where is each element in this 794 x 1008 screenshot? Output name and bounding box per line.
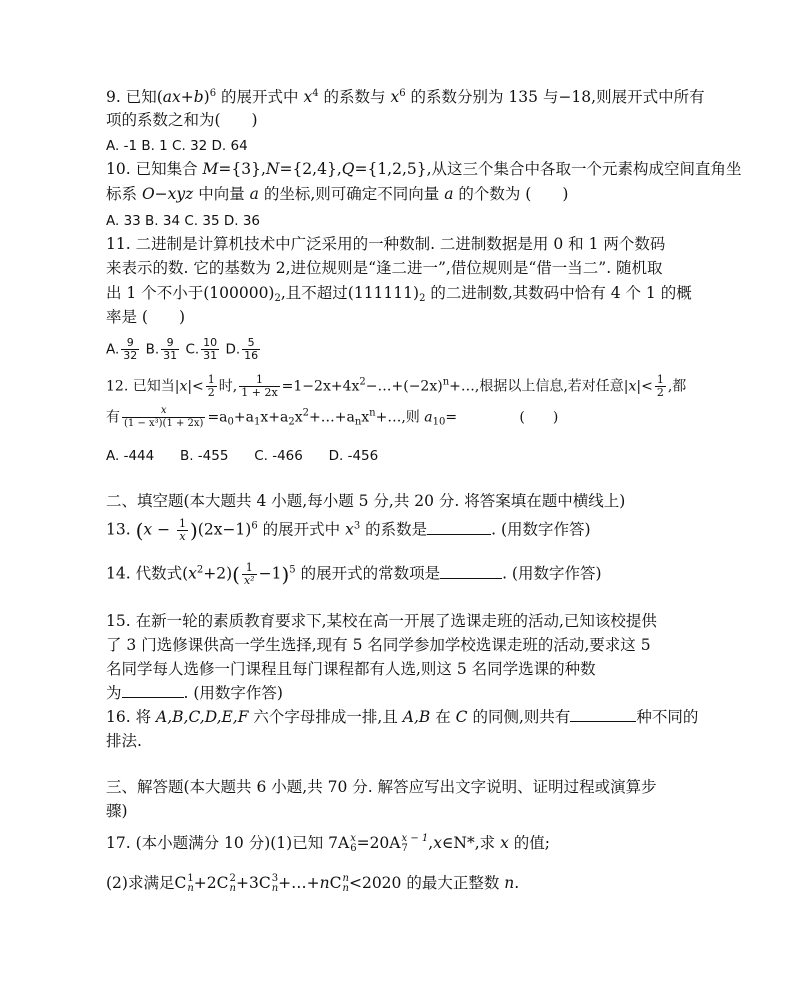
- text: A,B,C,D,E,F: [156, 708, 249, 726]
- subscript: n: [187, 883, 194, 894]
- text: 3: [353, 520, 361, 532]
- text: 种不同的: [636, 708, 699, 726]
- text: n: [369, 407, 376, 419]
- text: C: [174, 874, 187, 892]
- text: 标系: [106, 185, 142, 203]
- text: 的同侧,则共有: [467, 708, 571, 726]
- denominator: (1 − x³)(1 + 2x): [124, 418, 204, 429]
- numerator: 9: [126, 336, 134, 349]
- q15-line4: [106, 682, 706, 704]
- text: +…+a: [309, 409, 355, 426]
- text: 的系数是: [360, 520, 428, 539]
- text: (2)求满足: [106, 874, 175, 892]
- text: n: [354, 416, 362, 428]
- text: 2: [288, 416, 295, 428]
- text: O−xyz: [141, 185, 194, 203]
- fraction: [177, 518, 188, 543]
- fraction-half-2: [655, 374, 666, 399]
- denominator: x: [177, 530, 188, 543]
- q12-line2: [106, 405, 706, 437]
- answer-blank[interactable]: [570, 707, 636, 722]
- text: 16. 将: [106, 708, 157, 726]
- text: 9. 已知(: [106, 88, 163, 106]
- right-paren: ): [189, 518, 198, 543]
- subscript: n: [342, 883, 349, 894]
- text: x: [500, 834, 509, 852]
- text: a: [249, 185, 259, 203]
- text: 2: [302, 407, 309, 419]
- fraction-lhs: [122, 405, 205, 430]
- text: 为: [106, 684, 122, 702]
- text: = ( ): [445, 409, 559, 426]
- subscript: 6: [350, 843, 357, 854]
- text: ={1,2,5},从这三个集合中各取一个元素构成空间直角坐: [354, 160, 742, 178]
- text: 出 1 个不小于(100000): [106, 284, 275, 302]
- q9-options: A. -1 B. 1 C. 32 D. 64: [106, 138, 248, 154]
- text: 在: [430, 708, 456, 726]
- fraction: [242, 562, 257, 587]
- text: =1−2x+4x: [281, 378, 360, 395]
- subscript: n: [229, 883, 236, 894]
- text: x: [433, 834, 442, 852]
- option-a-fraction: [121, 337, 139, 362]
- text: C: [455, 708, 468, 726]
- text: 13.: [106, 520, 136, 539]
- text: x: [188, 564, 197, 583]
- text: ax+b: [162, 88, 204, 106]
- text: 六个字母排成一排,且: [248, 708, 403, 726]
- text: ={2,4},: [279, 160, 342, 178]
- text: x+a: [260, 409, 289, 426]
- text: ,: [428, 834, 434, 852]
- text: 的展开式的常数项是: [295, 564, 441, 583]
- q11-line1: 11. 二进制是计算机技术中广泛采用的一种数制. 二进制数据是用 0 和 1 两个数码: [106, 235, 666, 253]
- fraction-half: [206, 374, 217, 399]
- q12-options: A. -444 B. -455 C. -466 D. -456: [106, 448, 379, 464]
- numerator: 1: [255, 373, 263, 386]
- superscript: 3: [271, 873, 279, 884]
- superscript: n: [342, 873, 349, 884]
- text: 12. 已知当|: [106, 378, 180, 395]
- text: M: [202, 160, 219, 178]
- option-a-label: A.: [106, 341, 120, 358]
- text: C: [258, 874, 271, 892]
- text: 的坐标,则可确定不同向量: [258, 185, 445, 203]
- denominator: 2: [656, 386, 664, 399]
- answer-blank[interactable]: [122, 683, 184, 698]
- text: 0: [227, 416, 234, 428]
- option-c-label: C.: [185, 341, 200, 358]
- section-2-heading: 二、填空题(本大题共 4 小题,每小题 5 分,共 20 分. 将答案填在题中横线上): [106, 492, 626, 510]
- text: x: [361, 409, 370, 426]
- text: 1: [253, 416, 261, 428]
- text: 中向量: [193, 185, 250, 203]
- text: −…+(−2x): [365, 378, 443, 395]
- text: ={3},: [218, 160, 266, 178]
- q13-line: [106, 518, 706, 548]
- text: −: [152, 520, 175, 539]
- text: 的个数为 ( ): [453, 185, 569, 203]
- text: +…,根据以上信息,若对任意|: [449, 378, 629, 395]
- text: A,B: [402, 708, 431, 726]
- text: 10. 已知集合: [106, 160, 203, 178]
- answer-blank[interactable]: [427, 520, 491, 535]
- numerator: 10: [203, 336, 218, 349]
- text: 4: [312, 88, 319, 99]
- superscript: x − 1: [401, 833, 429, 844]
- superscript: 1: [187, 873, 194, 884]
- section-3-heading-line1: 三、解答题(本大题共 6 小题,共 70 分. 解答应写出文字说明、证明过程或演算步: [106, 778, 657, 796]
- text: 6: [209, 88, 217, 99]
- q16-line1: [106, 706, 706, 728]
- text: 6: [251, 520, 258, 532]
- text: 10: [432, 416, 446, 428]
- text: ∈N*,求: [441, 834, 501, 852]
- text: Q: [341, 160, 355, 178]
- text: A: [389, 834, 401, 852]
- text: 2: [359, 376, 366, 388]
- left-paren: (: [135, 518, 144, 543]
- option-d-label: D.: [225, 341, 241, 358]
- text: 的值;: [508, 834, 550, 852]
- denominator: 31: [163, 349, 178, 362]
- arrangement-indices: [402, 834, 429, 854]
- text: x: [294, 409, 303, 426]
- text: +…,则: [375, 409, 425, 426]
- text: . (用数字作答): [502, 564, 602, 583]
- text: x: [390, 88, 400, 106]
- text: 的系数分别为 135 与−18,则展开式中所有: [405, 88, 705, 106]
- q11-options: [106, 337, 706, 367]
- option-b-fraction: [161, 337, 179, 362]
- denominator: 16: [244, 349, 259, 362]
- q15-line1: 15. 在新一轮的素质教育要求下,某校在高一开展了选课走班的活动,已知该校提供: [106, 612, 657, 630]
- text: 14. 代数式(: [106, 564, 189, 583]
- text: 2: [196, 564, 204, 576]
- text: x: [143, 520, 153, 539]
- text: N: [265, 160, 280, 178]
- numerator: 1: [245, 561, 253, 574]
- text: +2): [203, 564, 233, 583]
- denominator: 1 + 2x: [241, 386, 278, 399]
- text: 5: [289, 564, 296, 576]
- option-c-fraction: [201, 337, 219, 362]
- text: 的展开式中: [257, 520, 346, 539]
- text: ): [203, 88, 210, 106]
- text: (2x−1): [197, 520, 252, 539]
- q15-line2: 了 3 门选修课供高一学生选择,现有 5 名同学参加学校选课走班的活动,要求这 5: [106, 636, 651, 654]
- text: 2: [419, 293, 426, 304]
- text: |<: [636, 378, 653, 395]
- denominator: 32: [123, 349, 138, 362]
- text: +…+: [278, 874, 320, 892]
- numerator: 9: [166, 336, 174, 349]
- text: x: [345, 520, 354, 539]
- text: x: [628, 378, 637, 395]
- text: +2: [193, 874, 217, 892]
- text: n: [442, 376, 450, 388]
- q11-line2: 来表示的数. 它的基数为 2,进位规则是“逢二进一”,借位规则是“借一当二”. 随机取: [106, 259, 663, 277]
- text: ,都: [667, 378, 687, 395]
- denominator: 2: [207, 386, 215, 399]
- q16-line2: 排法.: [106, 732, 142, 750]
- text: −1: [258, 564, 282, 583]
- text: |<: [187, 378, 204, 395]
- text: 的系数与: [318, 88, 391, 106]
- q10-line2: [106, 183, 706, 205]
- denominator: x²: [243, 574, 255, 587]
- text: 有: [106, 409, 120, 426]
- left-paren: (: [232, 562, 240, 587]
- denominator: 31: [203, 349, 218, 362]
- answer-blank[interactable]: [440, 564, 502, 579]
- q10-options: A. 33 B. 34 C. 35 D. 36: [106, 213, 260, 229]
- right-paren: ): [281, 562, 290, 587]
- text: 2: [274, 293, 281, 304]
- text: 时,: [218, 378, 238, 395]
- numerator: 1: [178, 517, 186, 530]
- text: .: [514, 874, 520, 892]
- q14-line: [106, 562, 706, 592]
- text: +3: [235, 874, 259, 892]
- numerator: 1: [656, 373, 664, 386]
- q15-line3: 名同学每人选修一门课程且每门课程都有人选,则这 5 名同学选课的种数: [106, 660, 596, 678]
- text: . (用数字作答): [491, 520, 591, 539]
- subscript: n: [271, 883, 279, 894]
- q11-line3: [106, 282, 706, 304]
- text: =a: [207, 409, 228, 426]
- text: n: [504, 874, 515, 892]
- text: x: [303, 88, 313, 106]
- q11-line4: 率是 ( ): [106, 308, 186, 326]
- text: . (用数字作答): [183, 684, 283, 702]
- text: 17. (本小题满分 10 分)(1)已知 7: [106, 834, 338, 852]
- q10-line1: [106, 158, 742, 180]
- text: =20: [356, 834, 390, 852]
- superscript: x: [350, 833, 356, 844]
- text: 的二进制数,其数码中恰有 4 个 1 的概: [425, 284, 692, 302]
- numerator: 5: [247, 336, 255, 349]
- q9-line2: 项的系数之和为( ): [106, 111, 258, 129]
- subscript: 7: [401, 843, 408, 854]
- text: C: [329, 874, 342, 892]
- text: ,且不超过(111111): [280, 284, 420, 302]
- text: 的展开式中: [216, 88, 304, 106]
- text: C: [216, 874, 229, 892]
- text: a: [444, 185, 454, 203]
- numerator: 1: [207, 373, 215, 386]
- text: +a: [233, 409, 254, 426]
- superscript: 2: [229, 873, 236, 884]
- text: A: [338, 834, 350, 852]
- option-b-label: B.: [145, 341, 160, 358]
- numerator: x: [160, 405, 167, 416]
- q17-line2: [106, 872, 706, 900]
- q17-line1: [106, 832, 706, 860]
- text: 6: [399, 88, 406, 99]
- text: n: [319, 874, 330, 892]
- q12-line1: [106, 374, 706, 402]
- section-3-heading-line2: 骤): [106, 802, 128, 820]
- text: a: [424, 409, 433, 426]
- text: x: [179, 378, 188, 395]
- q9-line1: [106, 86, 706, 108]
- option-d-fraction: [242, 337, 260, 362]
- fraction-series: [239, 374, 279, 399]
- text: <2020 的最大正整数: [348, 874, 505, 892]
